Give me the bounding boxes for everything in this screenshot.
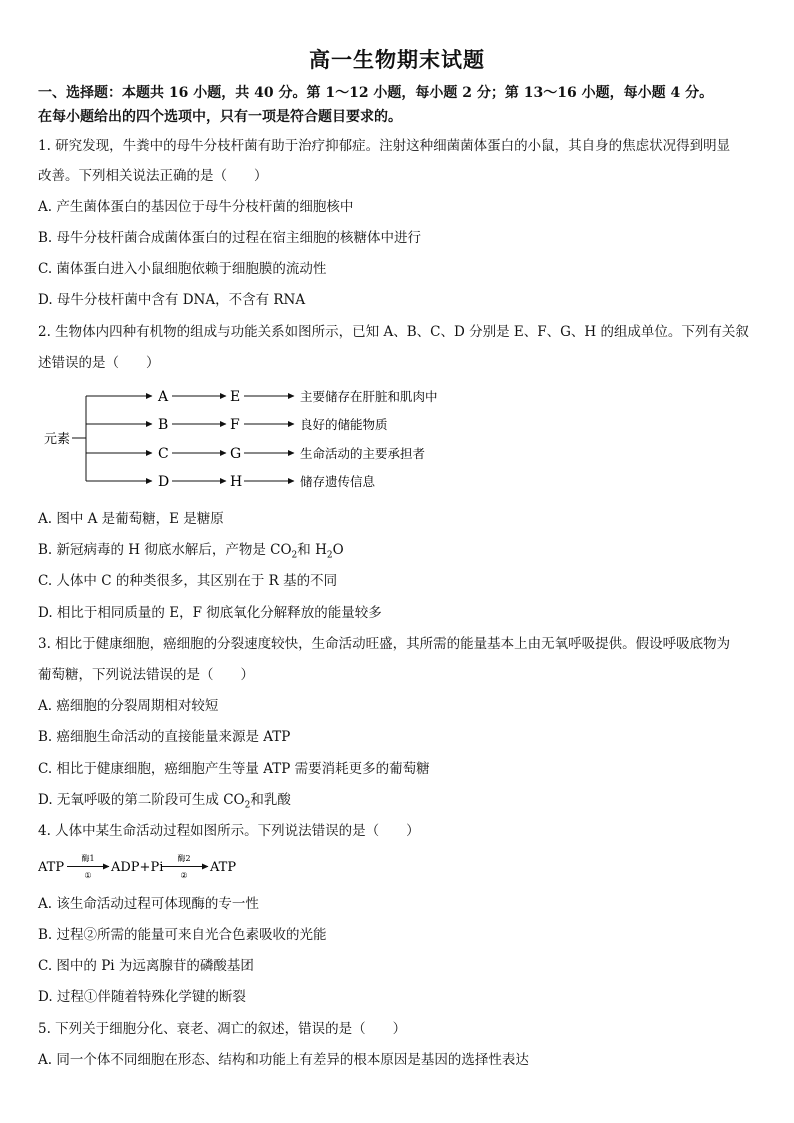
question-5-stem: 5. 下列关于细胞分化、衰老、凋亡的叙述，错误的是（ ）	[38, 1021, 407, 1037]
question-1-stem-line2: 改善。下列相关说法正确的是（ ）	[38, 168, 268, 184]
question-2-option-b: B. 新冠病毒的 H 彻底水解后，产物是 $CO_2$和 $H_2O$	[38, 542, 344, 561]
section-heading-line1: 一、选择题：本题共 16 小题，共 40 分。第 1～12 小题，每小题 2 分；第 13～16 小题，每小题 4 分。	[38, 85, 714, 101]
diagram-function-label: 主要储存在肝脏和肌肉中	[300, 389, 438, 404]
reaction-left: ATP	[38, 860, 65, 875]
diagram-row-1	[86, 389, 438, 405]
reaction-middle: ADP+Pi	[111, 860, 164, 875]
diagram-unit-label: D	[158, 474, 170, 490]
question-1-option-d: D. 母牛分枝杆菌中含有 DNA，不含有 RNA	[38, 292, 306, 308]
question-4-option-d: D. 过程①伴随着特殊化学键的断裂	[38, 989, 246, 1005]
question-1-option-a: A. 产生菌体蛋白的基因位于母牛分枝杆菌的细胞核中	[38, 199, 354, 215]
question-3-stem-line2: 葡萄糖，下列说法错误的是（ ）	[38, 667, 254, 683]
diagram-polymer-label: H	[230, 474, 243, 490]
diagram-polymer-label: F	[230, 417, 240, 433]
question-4-option-b: B. 过程②所需的能量可来自光合色素吸收的光能	[38, 927, 327, 943]
diagram-function-label: 良好的储能物质	[300, 417, 388, 432]
diagram-row-4	[86, 474, 376, 490]
question-2-stem-line2: 述错误的是（ ）	[38, 355, 160, 371]
diagram-polymer-label: E	[230, 389, 241, 405]
reaction-enzyme-1: 酶1	[81, 854, 95, 863]
question-1-option-c: C. 菌体蛋白进入小鼠细胞依赖于细胞膜的流动性	[38, 261, 327, 277]
question-3-option-b: B. 癌细胞生命活动的直接能量来源是 ATP	[38, 729, 291, 745]
reaction-step-2: ②	[180, 871, 188, 880]
diagram-row-2	[86, 417, 388, 433]
question-2-option-a: A. 图中 A 是葡萄糖，E 是糖原	[38, 511, 224, 527]
diagram-unit-label: B	[158, 417, 169, 433]
question-4-stem: 4. 人体中某生命活动过程如图所示。下列说法错误的是（ ）	[38, 823, 420, 839]
diagram-unit-label: C	[158, 446, 169, 462]
reaction-step-1: ①	[84, 871, 92, 880]
question-3-option-a: A. 癌细胞的分裂周期相对较短	[38, 698, 219, 714]
question-3-stem-line1: 3. 相比于健康细胞，癌细胞的分裂速度较快，生命活动旺盛，其所需的能量基本上由无氧呼吸提供。假设呼吸底物为	[38, 636, 731, 652]
reaction-right: ATP	[210, 860, 237, 875]
diagram-unit-label: A	[158, 389, 169, 405]
diagram-polymer-label: G	[230, 446, 242, 462]
atp-reaction-equation	[38, 852, 258, 882]
question-3-option-c: C. 相比于健康细胞，癌细胞产生等量 ATP 需要消耗更多的葡萄糖	[38, 761, 430, 777]
page-title: 高一生物期末试题	[309, 47, 485, 72]
section-heading-line2: 在每小题给出的四个选项中，只有一项是符合题目要求的。	[38, 109, 402, 125]
question-2-option-d: D. 相比于相同质量的 E，F 彻底氧化分解释放的能量较多	[38, 605, 382, 621]
question-3-option-d: D. 无氧呼吸的第二阶段可生成 $CO_2$和乳酸	[38, 792, 291, 811]
question-1-stem-line1: 1. 研究发现，牛粪中的母牛分枝杆菌有助于治疗抑郁症。注射这种细菌菌体蛋白的小鼠，其自身的焦虑状况得到明显	[38, 138, 731, 154]
question-2-option-c: C. 人体中 C 的种类很多，其区别在于 R 基的不同	[38, 573, 338, 589]
question-4-option-a: A. 该生命活动过程可体现酶的专一性	[38, 896, 259, 912]
composition-diagram	[38, 380, 468, 495]
diagram-row-3	[86, 446, 425, 462]
diagram-root-label: 元素	[44, 432, 71, 447]
reaction-enzyme-2: 酶2	[177, 854, 191, 863]
question-2-stem-line1: 2. 生物体内四种有机物的组成与功能关系如图所示，已知 A、B、C、D 分别是 E、F、G、H 的组成单位。下列有关叙	[38, 324, 749, 340]
diagram-function-label: 生命活动的主要承担者	[300, 446, 426, 461]
question-5-option-a: A. 同一个体不同细胞在形态、结构和功能上有差异的根本原因是基因的选择性表达	[38, 1052, 529, 1068]
question-4-option-c: C. 图中的 Pi 为远离腺苷的磷酸基团	[38, 958, 254, 974]
diagram-function-label: 储存遗传信息	[300, 474, 376, 489]
question-1-option-b: B. 母牛分枝杆菌合成菌体蛋白的过程在宿主细胞的核糖体中进行	[38, 230, 422, 246]
